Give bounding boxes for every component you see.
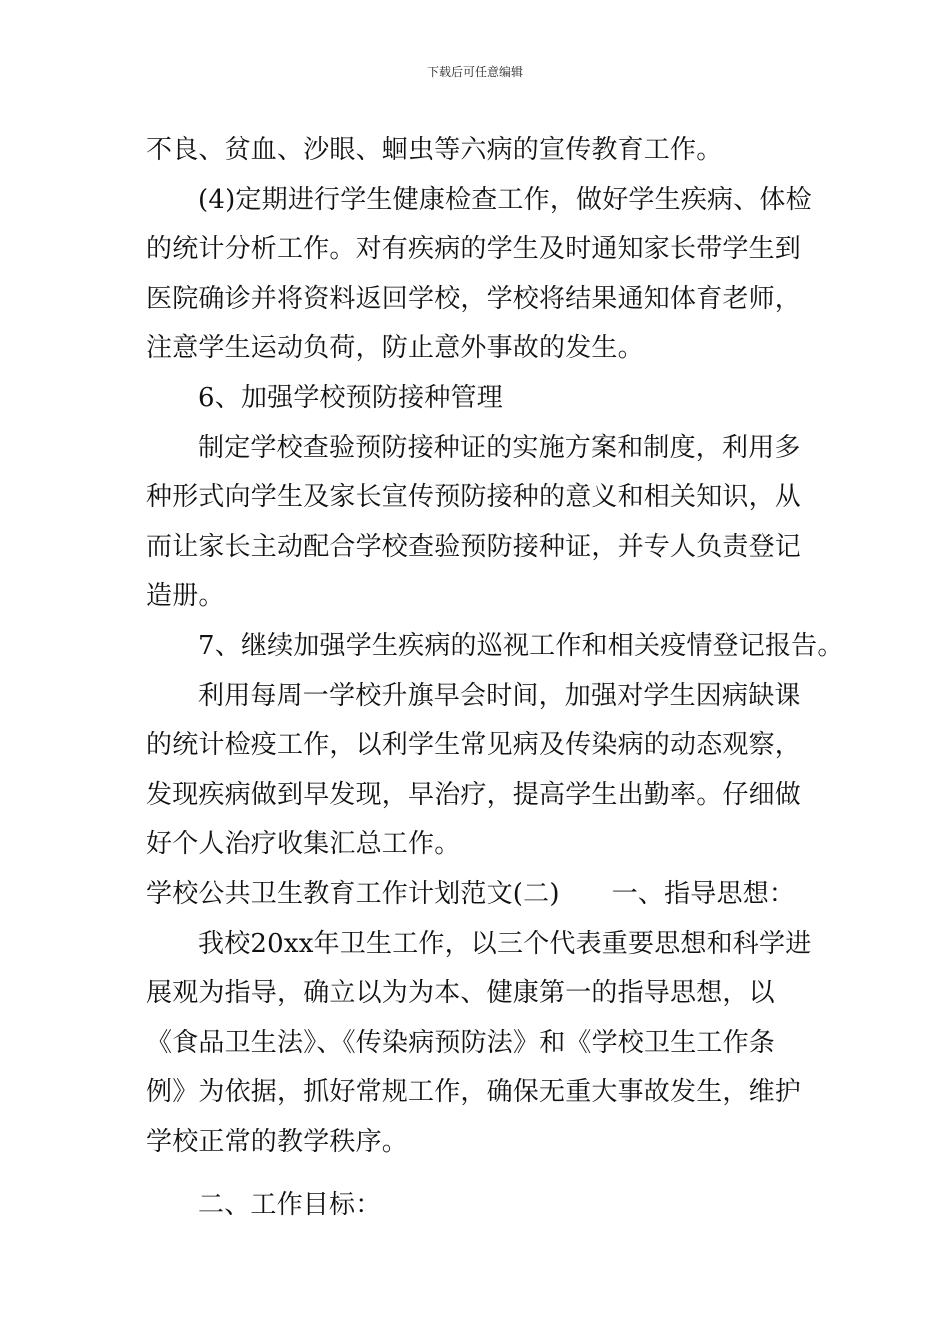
text-line: 不良、贫血、沙眼、蛔虫等六病的宣传教育工作。 [146,135,723,165]
text-line: 的统计分析工作。对有疾病的学生及时通知家长带学生到 [146,234,802,265]
text-line: 医院确诊并将资料返回学校，学校将结果通知体育老师， [146,283,802,314]
section-heading: 二、工作目标： [198,1190,382,1221]
text-line: (4)定期进行学生健康检查工作，做好学生疾病、体检 [198,184,812,215]
text-line: 学校正常的教学秩序。 [146,1126,409,1157]
text-line: 好个人治疗收集汇总工作。 [146,829,461,860]
document-body [146,126,844,1231]
text-line: 制定学校查验预防接种证的实施方案和制度，利用多 [198,432,801,463]
page-header: 下载后可任意编辑 [426,65,523,79]
text-line: 展观为指导，确立以为为本、健康第一的指导思想，以 [146,978,775,1009]
text-line: 我校20xx年卫生工作，以三个代表重要思想和科学进 [198,928,812,959]
document-title: 学校公共卫生教育工作计划范文(二) [146,878,560,909]
text-line: 造册。 [146,581,225,612]
section-heading: 7、继续加强学生疾病的巡视工作和相关疫情登记报告。 [198,630,844,661]
text-line: 种形式向学生及家长宣传预防接种的意义和相关知识，从 [146,482,802,513]
document-title-line [146,870,811,920]
section-heading: 一、指导思想： [611,878,796,909]
text-line: 发现疾病做到早发现，早治疗，提高学生出勤率。仔细做 [146,779,802,810]
text-line: 利用每周一学校升旗早会时间，加强对学生因病缺课 [198,680,801,711]
text-line: 的统计检疫工作，以利学生常见病及传染病的动态观察， [146,730,802,761]
section-heading: 6、加强学校预防接种管理 [198,382,503,413]
text-line: 注意学生运动负荷，防止意外事故的发生。 [146,333,644,364]
text-line: 而让家长主动配合学校查验预防接种证，并专人负责登记 [146,531,802,562]
text-line: 《食品卫生法》、《传染病预防法》和《学校卫生工作条 [146,1027,776,1058]
text-line: 例》为依据，抓好常规工作，确保无重大事故发生，维护 [146,1077,802,1108]
